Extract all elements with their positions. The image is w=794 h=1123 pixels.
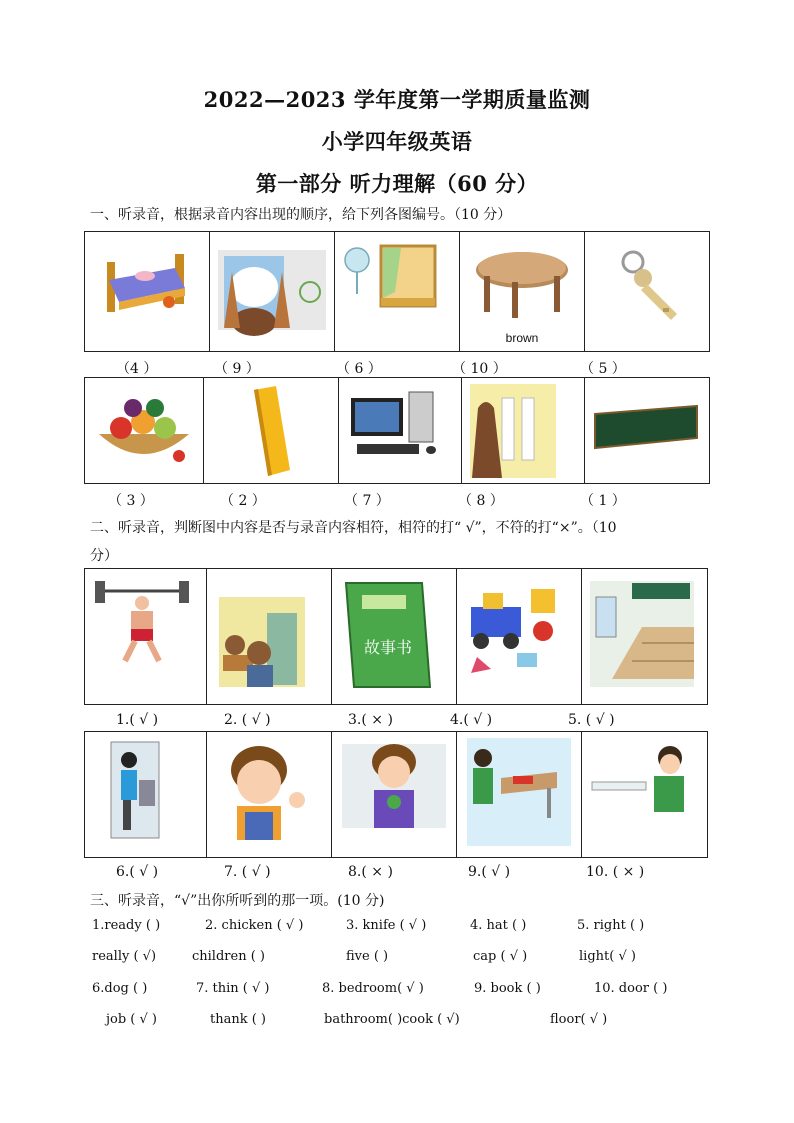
picture-cell xyxy=(585,378,710,484)
picture-cell xyxy=(85,232,210,352)
picture-cell xyxy=(210,232,335,352)
picture-cell xyxy=(460,232,585,352)
picture-cell xyxy=(339,378,462,484)
girl-elevator-icon xyxy=(85,732,206,857)
part3-instruction: 三、听录音，“√”出你所听到的那一项。(10 分) xyxy=(90,893,385,909)
answer-blank: （ 7 ） xyxy=(344,493,390,509)
word-option: children ( ) xyxy=(192,949,265,964)
word-option: cap ( √ ) xyxy=(473,949,528,964)
answer-blank: （ 5 ） xyxy=(580,361,626,377)
storybook-text: 故事书 xyxy=(363,638,413,657)
answer-blank: 3.( × ) xyxy=(348,712,393,728)
answer-blank: 1.( √ ) xyxy=(116,712,159,728)
word-option: thank ( ) xyxy=(210,1012,267,1027)
picture-cell xyxy=(204,378,339,484)
picture-cell xyxy=(582,732,708,858)
word-option: 7. thin ( √ ) xyxy=(196,981,270,996)
word-option: 9. book ( ) xyxy=(474,981,541,996)
boy-desk-icon xyxy=(457,732,581,857)
picture-cell xyxy=(457,732,582,858)
word-option: really ( √) xyxy=(92,949,157,964)
answer-blank: 8.( × ) xyxy=(348,864,393,880)
answer-blank: （ 2 ） xyxy=(220,493,266,509)
part2-row1-grid xyxy=(84,568,708,705)
part2-row2-answers xyxy=(84,864,706,884)
answer-blank: （ 9 ） xyxy=(214,361,260,377)
weightlifter-icon xyxy=(85,569,206,704)
picture-cell xyxy=(582,569,708,705)
answer-blank: （ 1 ） xyxy=(580,493,626,509)
storybook-icon xyxy=(332,569,456,704)
part1-row1-grid xyxy=(84,231,710,352)
word-option: 4. hat ( ) xyxy=(470,918,527,933)
answer-blank: 2. ( √ ) xyxy=(224,712,271,728)
part2-instruction-cont: 分） xyxy=(90,548,118,564)
picture-cell xyxy=(207,732,332,858)
toys-icon xyxy=(457,569,581,704)
answer-blank: 4.( √ ) xyxy=(450,712,493,728)
fan-window-icon xyxy=(335,232,459,351)
part1-row2-grid xyxy=(84,377,710,484)
picture-cell xyxy=(332,569,457,705)
picture-cell xyxy=(85,569,207,705)
picture-cell xyxy=(85,378,204,484)
answer-blank: （ 8 ） xyxy=(458,493,504,509)
answer-blank: （ 6 ） xyxy=(336,361,382,377)
part-title: 第一部分 听力理解（60 分） xyxy=(255,171,539,196)
notebook-icon xyxy=(204,378,338,483)
word-option: 5. right ( ) xyxy=(577,918,645,933)
part2-row1-answers xyxy=(84,712,706,732)
table-caption: brown xyxy=(505,331,539,345)
picture-cell xyxy=(457,569,582,705)
word-option: light( √ ) xyxy=(579,949,636,964)
word-option: 6.dog ( ) xyxy=(92,981,148,996)
word-option: 10. door ( ) xyxy=(594,981,668,996)
answer-blank: 6.( √ ) xyxy=(116,864,159,880)
exam-subtitle: 小学四年级英语 xyxy=(321,129,473,154)
light-switch-icon xyxy=(462,378,584,483)
key-icon xyxy=(585,232,709,351)
word-option: 3. knife ( √ ) xyxy=(346,918,427,933)
picture-cell xyxy=(585,232,710,352)
window-cleaning-icon xyxy=(210,232,334,351)
bears-classroom-icon xyxy=(207,569,331,704)
word-option: 2. chicken ( √ ) xyxy=(205,918,304,933)
classroom-icon xyxy=(582,569,707,704)
picture-cell xyxy=(332,732,457,858)
answer-blank: （4 ） xyxy=(116,361,158,377)
part2-row2-grid xyxy=(84,731,708,858)
answer-blank: 5. ( √ ) xyxy=(568,712,615,728)
part1-row1-answers xyxy=(84,358,706,378)
picture-cell xyxy=(85,732,207,858)
answer-blank: （ 10 ） xyxy=(452,361,507,377)
picture-cell xyxy=(207,569,332,705)
boy-waving-icon xyxy=(207,732,331,857)
boy-ruler-icon xyxy=(582,732,707,857)
part1-row2-answers xyxy=(84,490,706,510)
boy-plant-icon xyxy=(332,732,456,857)
word-option: floor( √ ) xyxy=(550,1012,608,1027)
picture-cell xyxy=(335,232,460,352)
bed-icon xyxy=(85,232,209,351)
word-option: 8. bedroom( √ ) xyxy=(322,981,424,996)
part2-instruction: 二、听录音，判断图中内容是否与录音内容相符，相符的打“ √”，不符的打“×”。（10 xyxy=(90,520,617,536)
picture-cell xyxy=(462,378,585,484)
answer-blank: （ 3 ） xyxy=(108,493,154,509)
word-option: five ( ) xyxy=(346,949,389,964)
computer-icon xyxy=(339,378,461,483)
part1-instruction: 一、听录音，根据录音内容出现的顺序，给下列各图编号。（10 分） xyxy=(90,207,512,223)
answer-blank: 9.( √ ) xyxy=(468,864,511,880)
fruit-basket-icon xyxy=(85,378,203,483)
answer-blank: 10. ( × ) xyxy=(586,864,645,880)
word-option: 1.ready ( ) xyxy=(92,918,161,933)
word-option: bathroom( )cook ( √) xyxy=(324,1012,460,1027)
answer-blank: 7. ( √ ) xyxy=(224,864,271,880)
word-option: job ( √ ) xyxy=(106,1012,158,1027)
exam-title: 2022—2023 学年度第一学期质量监测 xyxy=(203,87,591,112)
blackboard-icon xyxy=(585,378,709,483)
